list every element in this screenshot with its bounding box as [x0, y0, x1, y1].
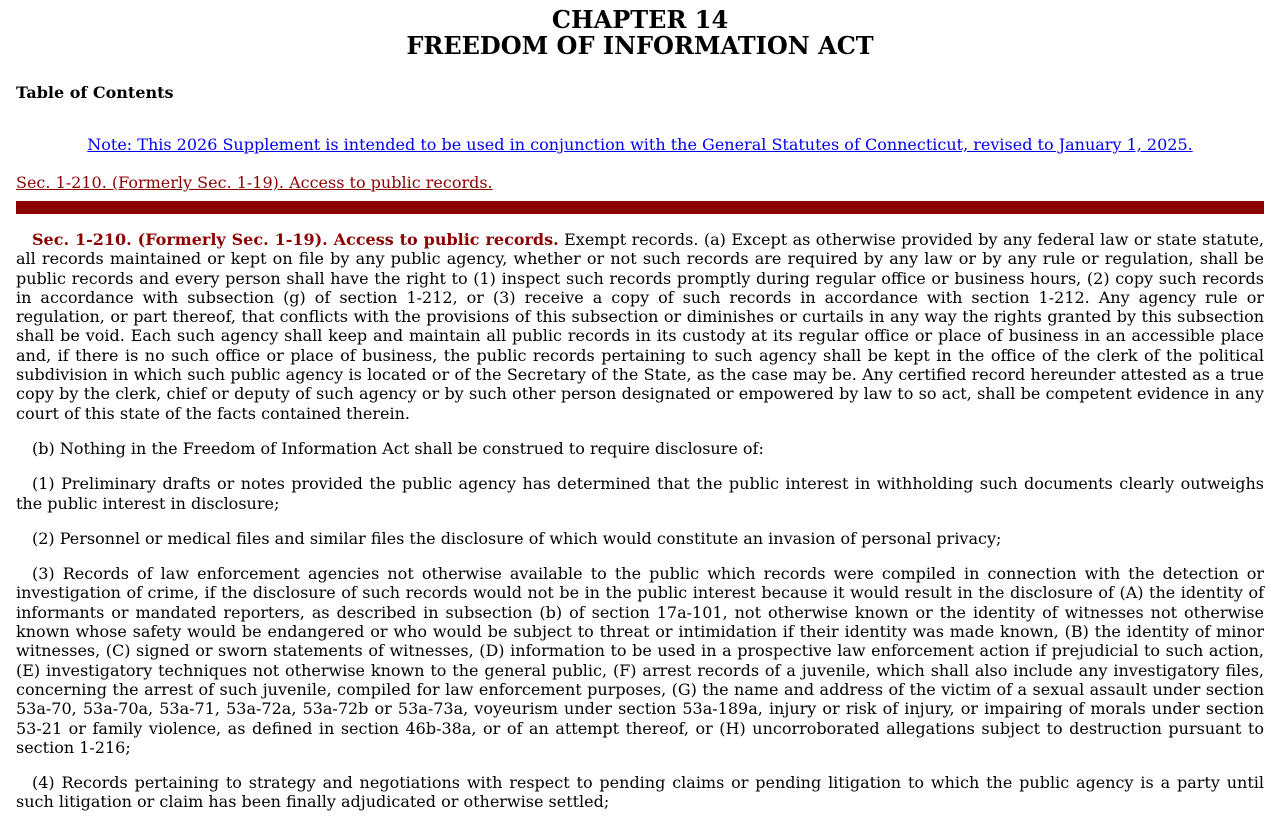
- supplement-note-link[interactable]: Note: This 2026 Supplement is intended to be used in conjunction with the General Statutes of Connecticut, revised to January 1, 2025.: [87, 135, 1193, 154]
- paragraph-b1: (1) Preliminary drafts or notes provided the public agency has determined that the public interest in withholding such documents clearly outweighs the public interest in disclosure;: [16, 474, 1264, 513]
- section-divider: [16, 201, 1264, 214]
- paragraph-b3: (3) Records of law enforcement agencies not otherwise available to the public which records were compiled in connection with the detection or investigation of crime, if the disclosure of such records would not be in the public interest because it would result in the disclosure of (A) the identity of informants or mandated reporters, as described in subsection (b) of section 17a-101, not otherwise known or the identity of witnesses not otherwise known whose safety would be endangered or who would be subject to threat or intimidation if their identity was made known, (B) the identity of minor witnesses, (C) signed or sworn statements of witnesses, (D) information to be used in a prospective law enforcement action if prejudicial to such action, (E) investigatory techniques not otherwise known to the general public, (F) arrest records of a juvenile, which shall also include any investigatory files, concerning the arrest of such juvenile, compiled for law enforcement purposes, (G) the name and address of the victim of a sexual assault under section 53a-70, 53a-70a, 53a-71, 53a-72a, 53a-72b or 53a-73a, voyeurism under section 53a-189a, injury or risk of injury, or impairing of morals under section 53-21 or family violence, as defined in section 46b-38a, or of an attempt thereof, or (H) uncorroborated allegations subject to destruction pursuant to section 1-216;: [16, 564, 1264, 757]
- chapter-heading: [16, 0, 1264, 59]
- supplement-note: [0, 135, 1280, 155]
- paragraph-b: (b) Nothing in the Freedom of Information Act shall be construed to require disclosure of:: [32, 438, 764, 458]
- section-title: Sec. 1-210. (Formerly Sec. 1-19). Access to public records.: [32, 230, 559, 249]
- section-body: [16, 228, 1264, 828]
- paragraph-a-text: Exempt records. (a) Except as otherwise provided by any federal law or state statute, all records maintained or kept on file by any public agency, whether or not such records are required by any law or by any rule or regulation, shall be public records and every person shall have the right to (1) inspect such records promptly during regular office or business hours, (2) copy such records in accordance with subsection (g) of section 1-212, or (3) receive a copy of such records in accordance with section 1-212. Any agency rule or regulation, or part thereof, that conflicts with the provisions of this subsection or diminishes or curtails in any way the rights granted by this subsection shall be void. Each such agency shall keep and maintain all public records in its custody at its regular office or place of business in an accessible place and, if there is no such office or place of business, the public records pertaining to such agency shall be kept in the office of the clerk of the political subdivision in which such public agency is located or of the Secretary of the State, as the case may be. Any certified record hereunder attested as a true copy by the clerk, chief or deputy of such agency or by such other person designated or empowered by law to so act, shall be competent evidence in any court of this state of the facts contained therein.: [16, 230, 1264, 423]
- toc-entry: [16, 173, 493, 193]
- paragraph-a: [16, 230, 1264, 423]
- chapter-number: CHAPTER 14: [551, 5, 729, 34]
- table-of-contents-heading: Table of Contents: [16, 83, 174, 102]
- chapter-title: FREEDOM OF INFORMATION ACT: [406, 31, 874, 60]
- paragraph-b4: (4) Records pertaining to strategy and negotiations with respect to pending claims or pending litigation to which the public agency is a party until such litigation or claim has been finally adjudicated or otherwise settled;: [16, 773, 1264, 812]
- toc-entry-sec-1-210-link[interactable]: Sec. 1-210. (Formerly Sec. 1-19). Access to public records.: [16, 173, 493, 192]
- paragraph-b2: (2) Personnel or medical files and similar files the disclosure of which would constitute an invasion of personal privacy;: [32, 528, 1002, 548]
